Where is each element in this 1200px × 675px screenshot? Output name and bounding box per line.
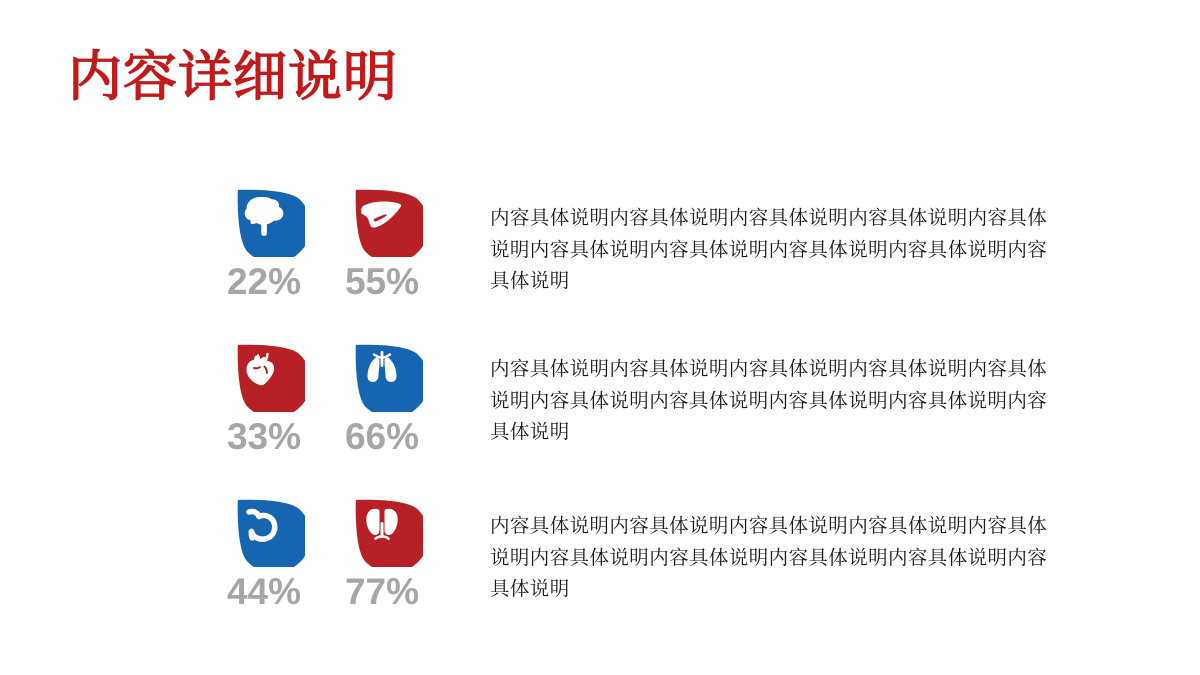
percent-label: 77% [344,571,420,612]
row-description: 内容具体说明内容具体说明内容具体说明内容具体说明内容具体说明内容具体说明内容具体说明内容具体说明内容具体说明内容具体说明 [490,358,1048,444]
percent-label: 22% [226,261,302,302]
content-row [0,175,1200,330]
stomach-icon [223,485,305,567]
icon-cell[interactable] [340,175,424,300]
icon-cell[interactable] [222,485,306,610]
percent-label: 44% [226,571,302,612]
brain-icon [223,175,305,257]
page-title: 内容详细说明 [68,47,398,107]
icon-cell[interactable] [222,330,306,455]
percent-label: 33% [226,416,302,457]
icon-cell[interactable] [340,330,424,455]
percent-label: 66% [344,416,420,457]
heart-icon [223,330,305,412]
kidneys-icon [341,485,423,567]
percent-label: 55% [344,261,420,302]
icon-cell[interactable] [222,175,306,300]
content-row [0,485,1200,640]
row-description: 内容具体说明内容具体说明内容具体说明内容具体说明内容具体说明内容具体说明内容具体说明内容具体说明内容具体说明内容具体说明 [490,207,1048,293]
content-rows [0,175,1200,640]
row-description: 内容具体说明内容具体说明内容具体说明内容具体说明内容具体说明内容具体说明内容具体说明内容具体说明内容具体说明内容具体说明 [490,515,1048,601]
icon-group [0,330,490,455]
icon-cell[interactable] [340,485,424,610]
content-row [0,330,1200,485]
lungs-icon [341,330,423,412]
icon-group [0,175,490,300]
icon-group [0,485,490,610]
liver-icon [341,175,423,257]
